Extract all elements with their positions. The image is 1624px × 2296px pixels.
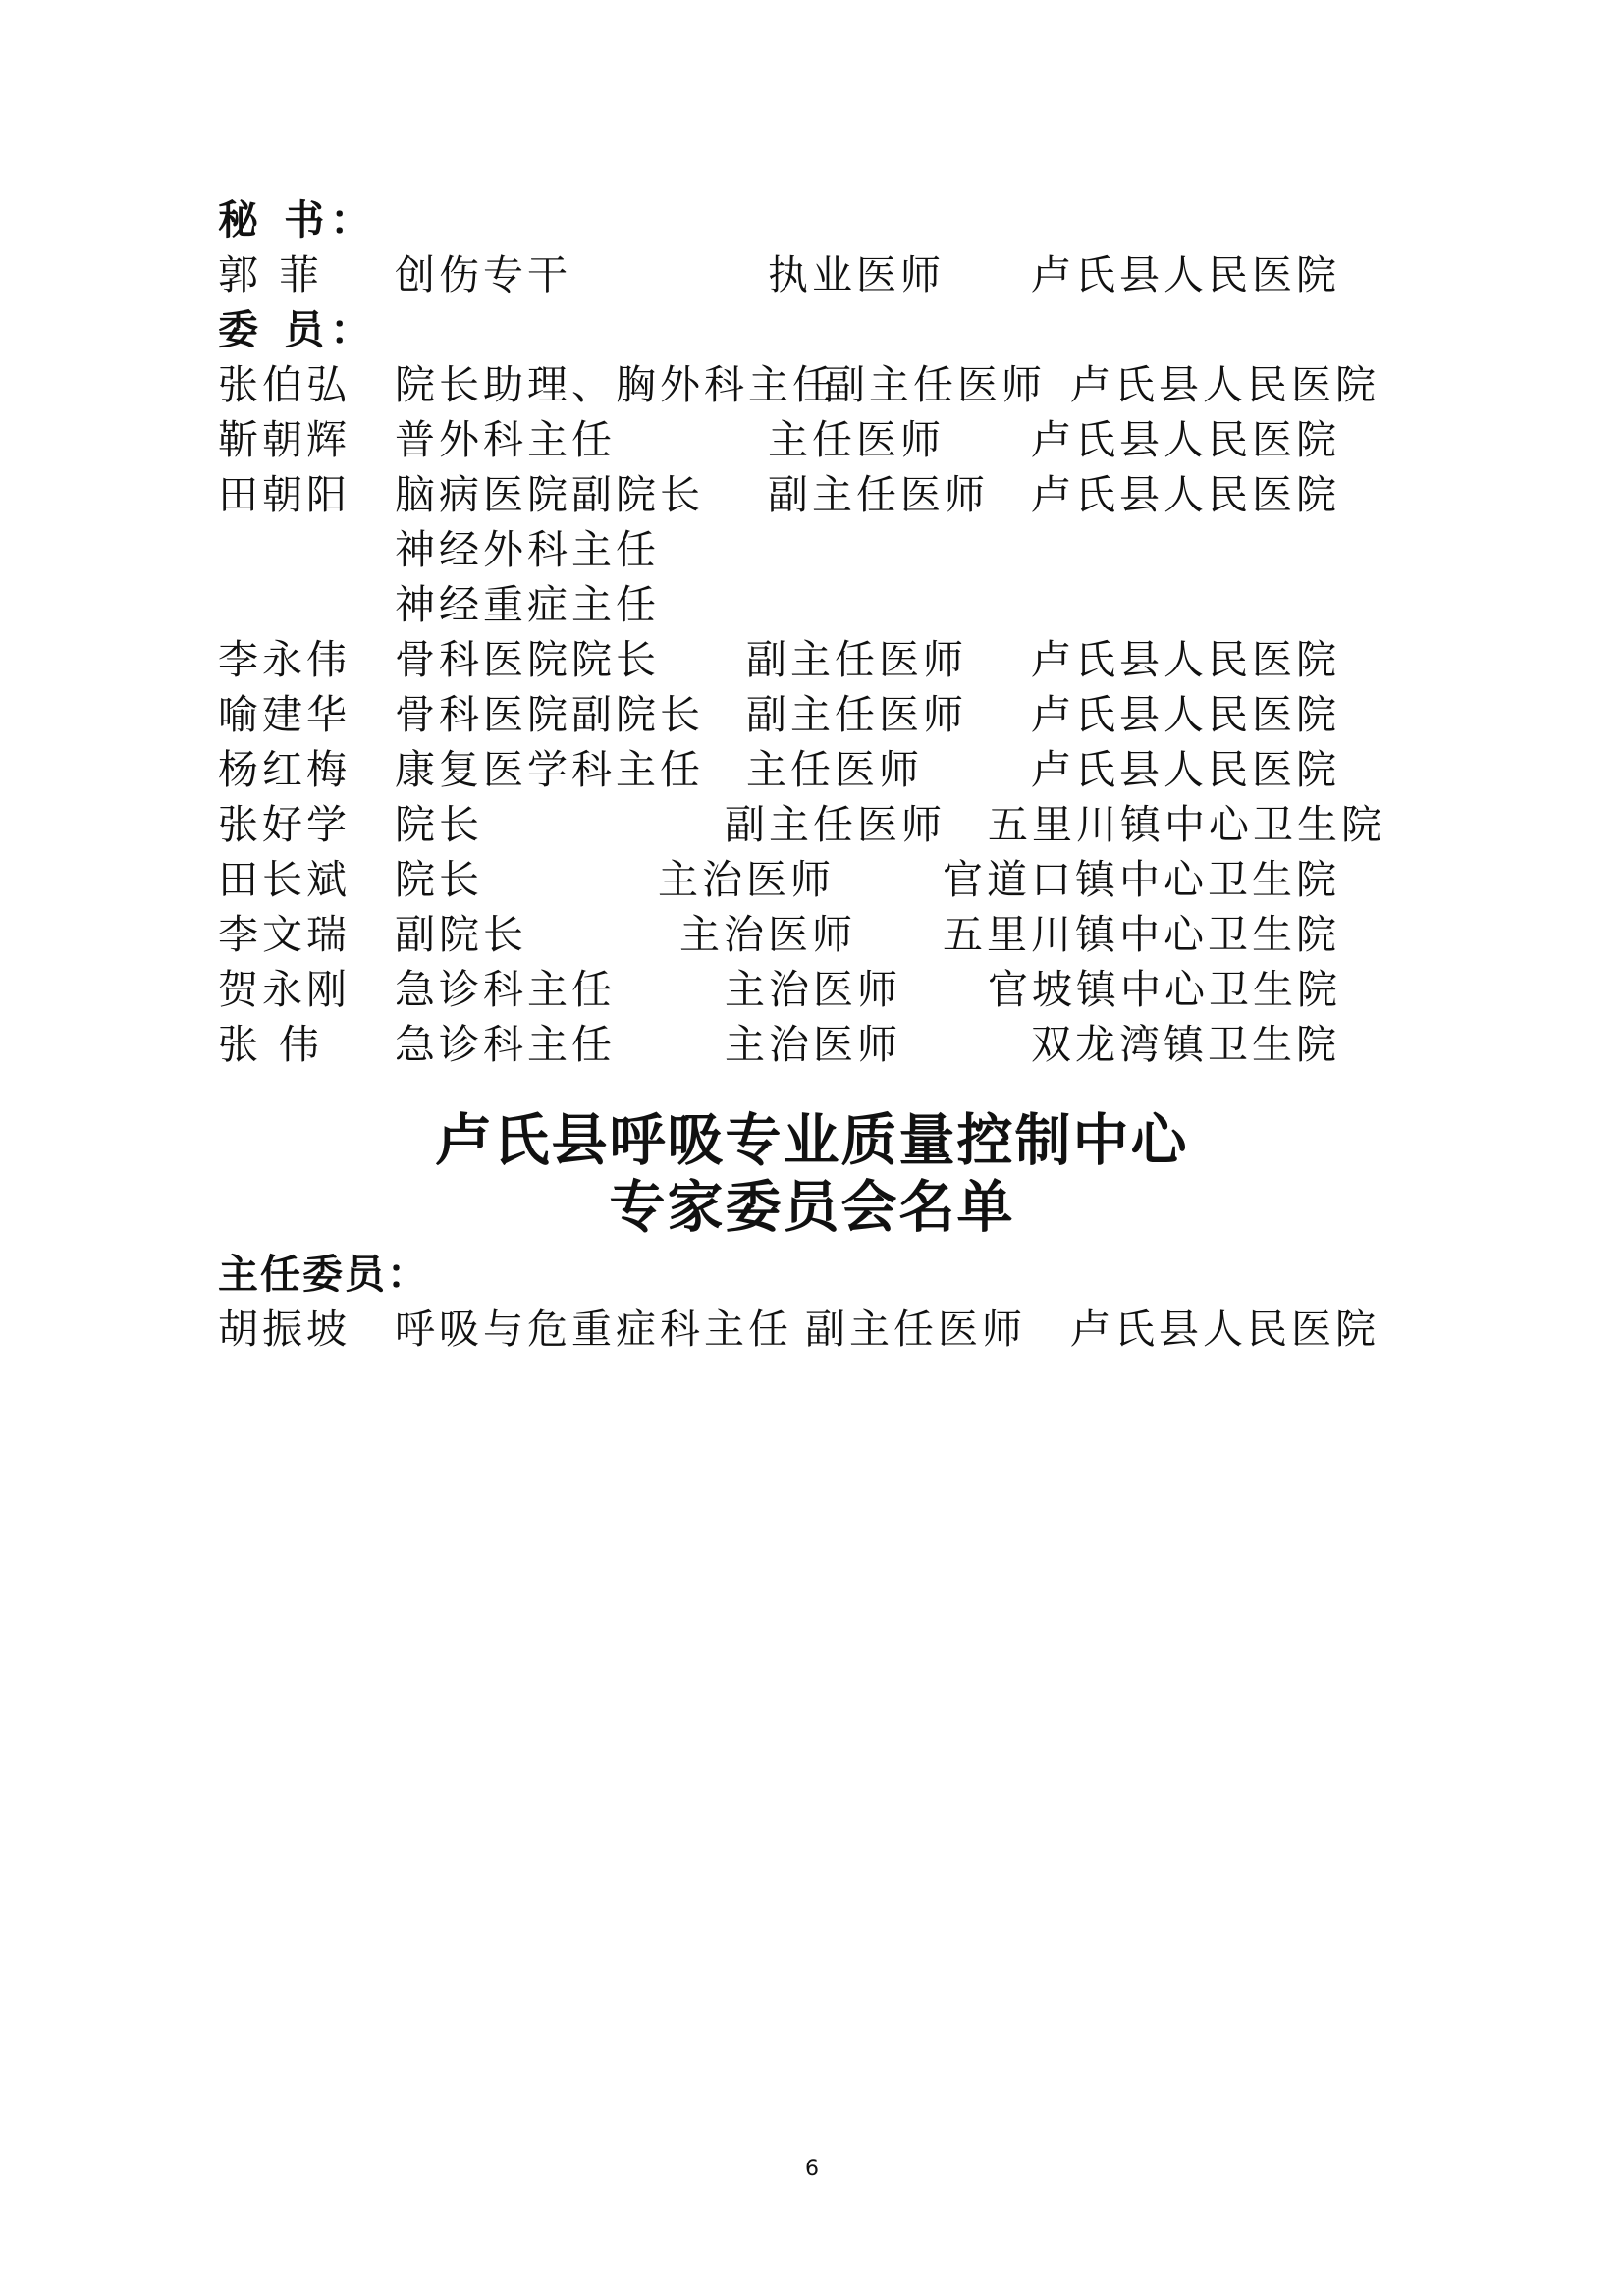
members-label-row <box>0 300 1624 359</box>
member-org: 卢氏县人民医院 <box>1031 636 1340 683</box>
secretary-title: 创伤专干 <box>395 251 571 298</box>
member-extra-title: 神经重症主任 <box>395 581 660 628</box>
member-rank: 主治医师 <box>725 1021 901 1068</box>
member-row <box>0 960 1624 1019</box>
section-title-line-2: 专家委员会名单 <box>609 1174 1015 1240</box>
member-name: 李文瑞 <box>218 911 351 958</box>
secretary-rank: 执业医师 <box>768 251 945 298</box>
section-title-line-1: 卢氏县呼吸专业质量控制中心 <box>435 1107 1189 1173</box>
secretary-row <box>0 245 1624 304</box>
member-name: 杨红梅 <box>218 746 351 793</box>
member-extra-title-row <box>0 520 1624 579</box>
member-name: 靳朝辉 <box>218 416 351 463</box>
director-title: 呼吸与危重症科主任 <box>395 1306 792 1353</box>
member-org: 五里川镇中心卫生院 <box>988 801 1385 848</box>
director-label: 主任委员： <box>218 1251 429 1298</box>
member-org: 五里川镇中心卫生院 <box>943 911 1340 958</box>
member-name: 张 伟 <box>218 1021 324 1068</box>
member-row <box>0 410 1624 469</box>
member-rank: 主治医师 <box>725 966 901 1013</box>
member-org: 双龙湾镇卫生院 <box>1031 1021 1340 1068</box>
member-row <box>0 905 1624 964</box>
member-row <box>0 740 1624 799</box>
member-title: 骨科医院副院长 <box>395 691 704 738</box>
member-title: 院长 <box>395 856 483 903</box>
member-row <box>0 795 1624 854</box>
member-extra-title-row <box>0 575 1624 634</box>
member-org: 卢氏县人民医院 <box>1031 746 1340 793</box>
member-org: 卢氏县人民医院 <box>1031 471 1340 518</box>
member-rank: 主治医师 <box>679 911 856 958</box>
member-row <box>0 1015 1624 1074</box>
member-rank: 副主任医师 <box>768 471 989 518</box>
director-org: 卢氏县人民医院 <box>1070 1306 1380 1353</box>
director-row <box>0 1300 1624 1359</box>
member-title: 普外科主任 <box>395 416 616 463</box>
member-name: 喻建华 <box>218 691 351 738</box>
director-label-row <box>0 1245 1624 1304</box>
page-number: 6 <box>805 2157 819 2181</box>
secretary-label: 秘 书： <box>218 196 377 243</box>
director-name: 胡振坡 <box>218 1306 351 1353</box>
director-rank: 副主任医师 <box>805 1306 1026 1353</box>
member-row <box>0 685 1624 744</box>
member-title: 院长助理、胸外科主任 <box>395 361 837 408</box>
member-title: 康复医学科主任 <box>395 746 704 793</box>
member-row <box>0 630 1624 689</box>
member-title: 脑病医院副院长 <box>395 471 704 518</box>
member-title: 骨科医院院长 <box>395 636 660 683</box>
member-rank: 副主任医师 <box>746 691 967 738</box>
member-org: 官坡镇中心卫生院 <box>988 966 1341 1013</box>
member-extra-title: 神经外科主任 <box>395 526 660 573</box>
secretary-label-row <box>0 190 1624 249</box>
member-org: 卢氏县人民医院 <box>1070 361 1380 408</box>
member-name: 张好学 <box>218 801 351 848</box>
member-title: 副院长 <box>395 911 527 958</box>
secretary-name: 郭 菲 <box>218 251 324 298</box>
member-row <box>0 355 1624 414</box>
member-org: 官道口镇中心卫生院 <box>943 856 1340 903</box>
member-name: 田长斌 <box>218 856 351 903</box>
member-rank: 副主任医师 <box>825 361 1046 408</box>
member-title: 院长 <box>395 801 483 848</box>
member-org: 卢氏县人民医院 <box>1031 416 1340 463</box>
member-rank: 主任医师 <box>768 416 945 463</box>
member-name: 田朝阳 <box>218 471 351 518</box>
member-name: 张伯弘 <box>218 361 351 408</box>
member-row <box>0 850 1624 909</box>
members-label: 委 员： <box>218 306 377 353</box>
member-name: 贺永刚 <box>218 966 351 1013</box>
secretary-org: 卢氏县人民医院 <box>1031 251 1340 298</box>
member-title: 急诊科主任 <box>395 966 616 1013</box>
member-rank: 主治医师 <box>658 856 835 903</box>
member-org: 卢氏县人民医院 <box>1031 691 1340 738</box>
member-rank: 副主任医师 <box>725 801 946 848</box>
member-name: 李永伟 <box>218 636 351 683</box>
member-rank: 副主任医师 <box>746 636 967 683</box>
member-rank: 主任医师 <box>746 746 923 793</box>
member-title: 急诊科主任 <box>395 1021 616 1068</box>
member-row <box>0 465 1624 524</box>
